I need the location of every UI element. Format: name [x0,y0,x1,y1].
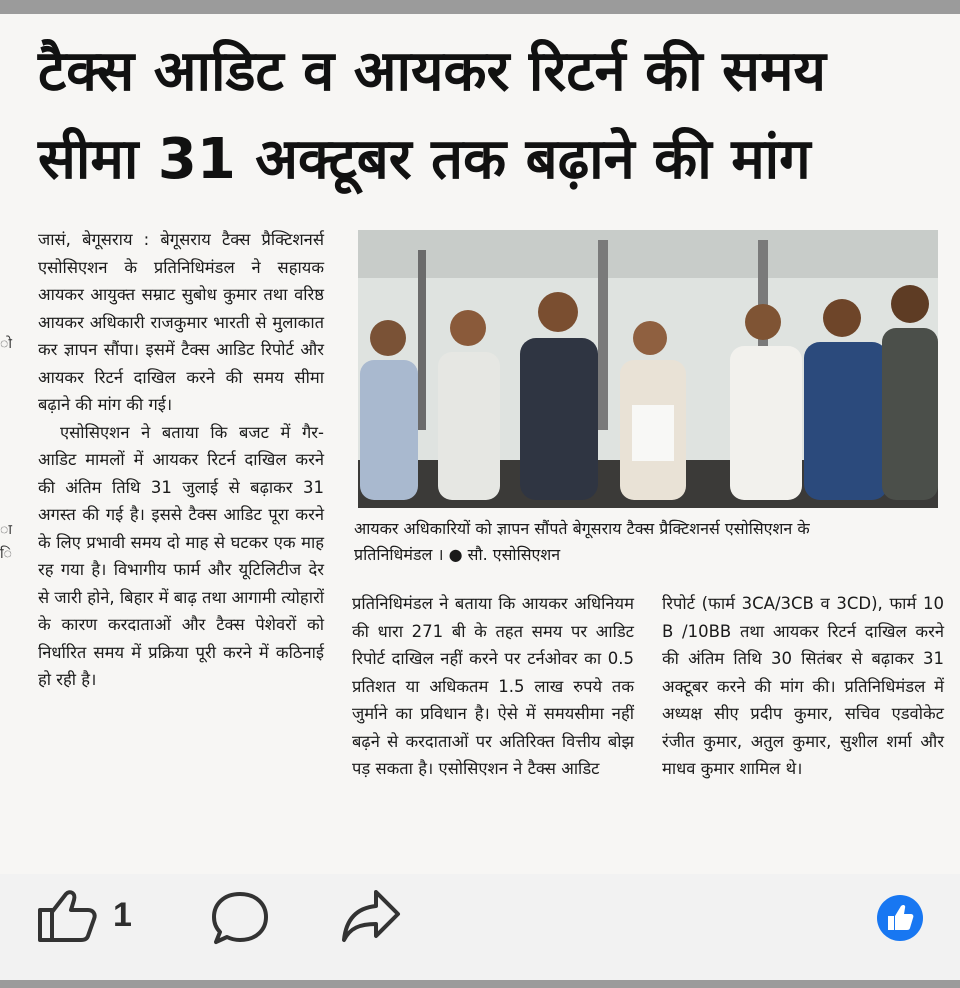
caption-line-2: प्रतिनिधिमंडल । ● सौ. एसोसिएशन [354,545,561,564]
post-action-bar [0,874,960,980]
like-button[interactable] [36,888,102,944]
blue-like-reaction-icon [876,894,924,942]
paragraph: रिपोर्ट (फार्म 3CA/3CB व 3CD), फार्म 10 B /10BB तथा आयकर रिटर्न दाखिल करने की अंतिम तिथि 30 सितंबर से बढ़ाकर 31 अक्टूबर करने की मांग की। प्रतिनिधिमंडल में अध्यक्ष सीए प्रदीप कुमार, सचिव एडवोकेट रंजीत कुमार, अतुल कुमार, सुशील शर्मा और माधव कुमार शामिल थे। [662,594,944,778]
group-photo-illustration [358,230,938,508]
newspaper-clipping [0,14,960,874]
paragraph: एसोसिएशन ने बताया कि बजट में गैर-आडिट मामलों में आयकर रिटर्न दाखिल करने की अंतिम तिथि 31 जुलाई से बढ़ाकर 31 अगस्त की गई है। इससे टैक्स आडिट पूरा करने के लिए प्रभावी समय दो माह से घटकर एक माह रह गया है। विभागीय फार्म और यूटिलिटीज देर से जारी होने, बिहार में बाढ़ तथा आगामी त्योहारों के कारण करदाताओं और टैक्स पेशेवरों को निर्धारित समय में प्रक्रिया पूरी करने में कठिनाई हो रही है। [38,422,324,689]
photo-caption [354,516,942,568]
top-border [0,0,960,14]
speech-bubble-icon [210,890,270,946]
edge-char: ा [0,522,12,538]
edge-char: ो [0,336,12,352]
share-button[interactable] [340,888,402,944]
article-column-1 [38,226,324,694]
caption-line-1: आयकर अधिकारियों को ज्ञापन सौंपते बेगूसराय टैक्स प्रैक्टिशनर्स एसोसिएशन के [354,519,810,538]
article-headline [38,28,938,204]
bottom-border [0,980,960,988]
like-count: 1 [113,896,132,934]
edge-char: ि [0,546,12,562]
share-arrow-icon [340,888,402,944]
article-photo [358,230,938,508]
paragraph: जासं, बेगूसराय : बेगूसराय टैक्स प्रैक्टिशनर्स एसोसिएशन के प्रतिनिधिमंडल ने सहायक आयकर आयुक्त सम्राट सुबोध कुमार तथा वरिष्ठ आयकर अधिकारी राजकुमार भारती से मुलाकात कर ज्ञापन सौंपा। इसमें टैक्स आडिट रिपोर्ट और आयकर रिटर्न दाखिल करने की समय सीमा बढ़ाने की मांग की गई। [38,230,324,414]
article-column-2 [352,590,634,783]
headline-line-1: टैक्स आडिट व आयकर रिटर्न की समय [38,39,826,104]
paragraph: प्रतिनिधिमंडल ने बताया कि आयकर अधिनियम की धारा 271 बी के तहत समय पर आडिट रिपोर्ट दाखिल नहीं करने पर टर्नओवर का 0.5 प्रतिशत या अधिकतम 1.5 लाख रुपये तक जुर्माने का प्रविधान है। ऐसे में समयसीमा नहीं बढ़ने से करदाताओं पर अतिरिक्त वित्तीय बोझ पड़ सकता है। एसोसिएशन ने टैक्स आडिट [352,594,634,778]
reaction-summary[interactable] [876,894,924,942]
headline-line-2: सीमा 31 अक्टूबर तक बढ़ाने की मांग [38,127,811,192]
article-column-3 [662,590,944,783]
thumbs-up-icon [36,888,102,944]
comment-button[interactable] [210,890,270,946]
